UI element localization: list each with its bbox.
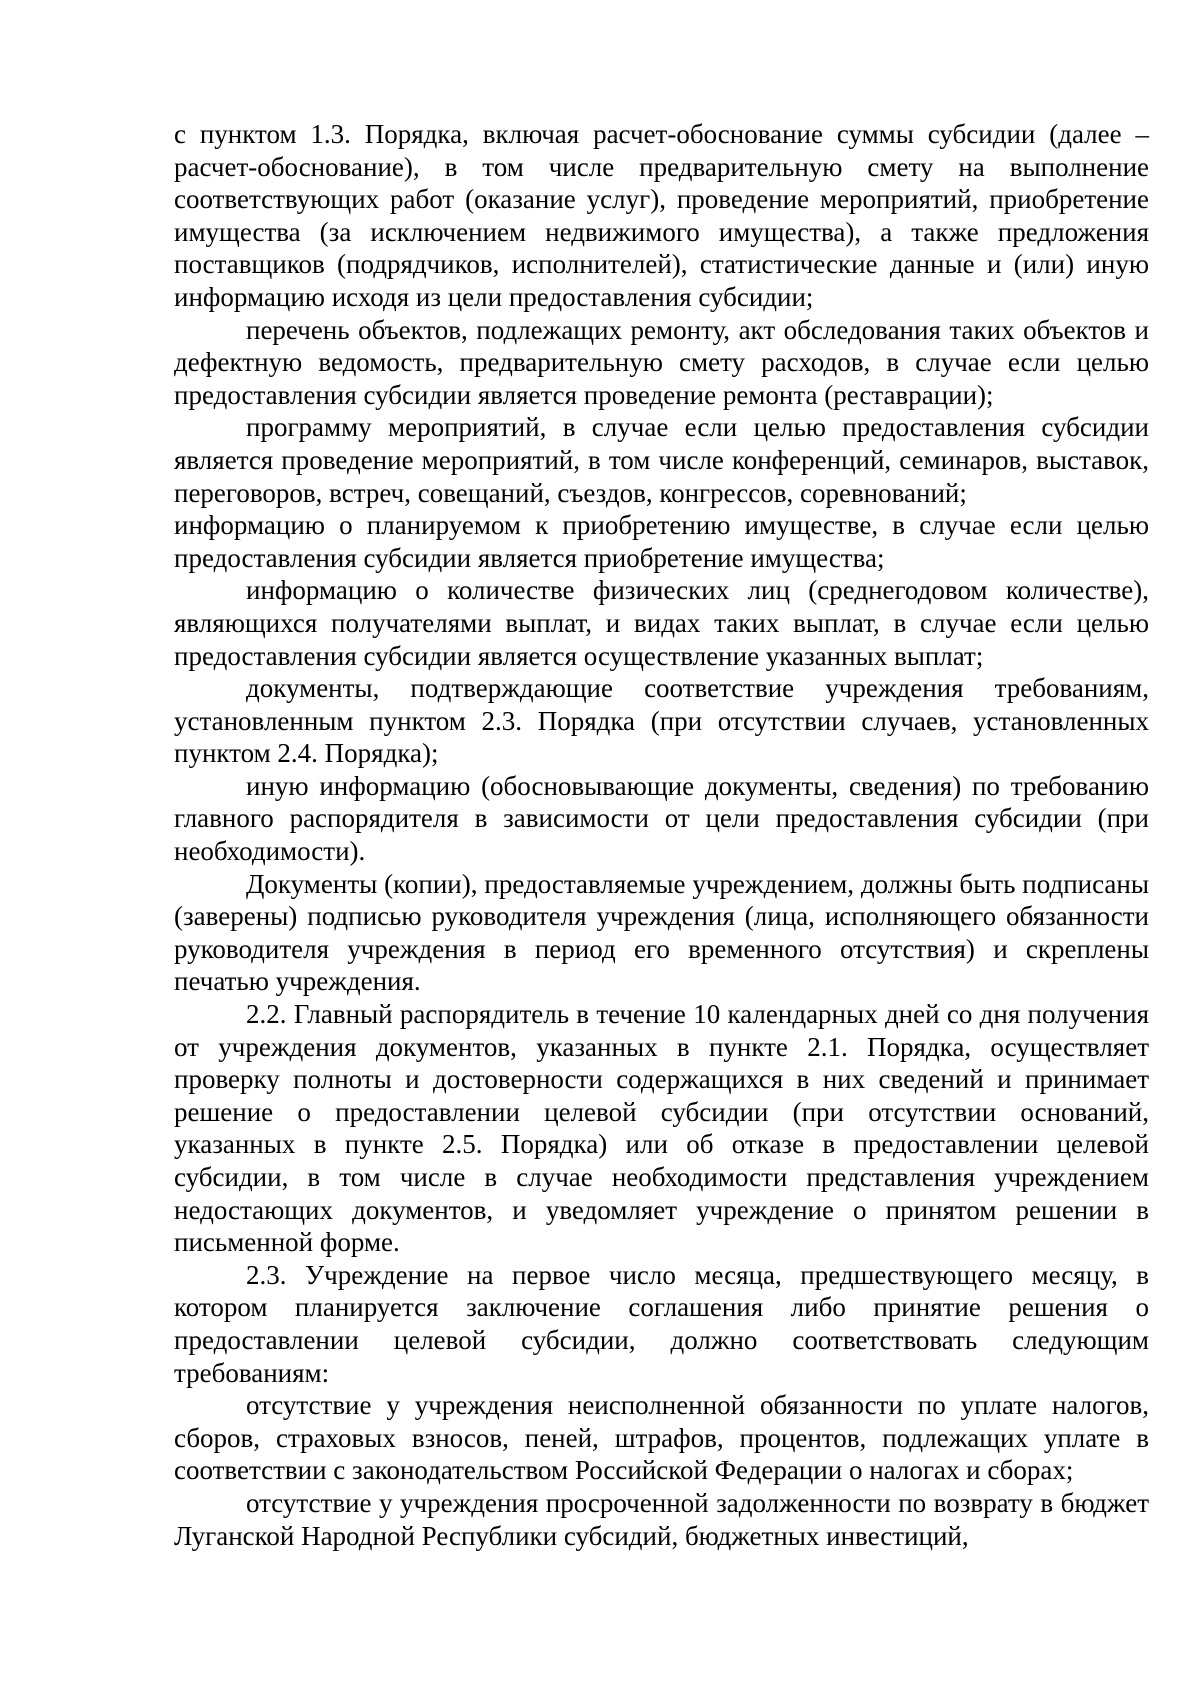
paragraph-section-2-2: 2.2. Главный распорядитель в течение 10 календарных дней со дня получения от учреждения документов, указанных в пункте 2.1. Порядка, осуществляет проверку полноты и достоверности содержащихся в них сведений и принимает решение о предоставлении целевой субсидии (при отсутствии оснований, указанных в пункте 2.5. Порядка) или об отказе в предоставлении целевой субсидии, в том числе в случае необходимости представления учреждением недостающих документов, и уведомляет учреждение о принятом решении в письменной форме. [174,999,1149,1258]
paragraph-events-program: программу мероприятий, в случае если целью предоставления субсидии является проведение мероприятий, в том числе конференций, семинаров, выставок, переговоров, встреч, совещаний, съездов, конгрессов, соревнований; [174,412,1149,508]
paragraph-individuals-info: информацию о количестве физических лиц (среднегодовом количестве), являющихся получателями выплат, и видах таких выплат, в случае если целью предоставления субсидии является осуществление указанных выплат; [174,575,1149,671]
paragraph-property-info: информацию о планируемом к приобретению имуществе, в случае если целью предоставления субсидии является приобретение имущества; [174,510,1149,573]
paragraph-documents-signing: Документы (копии), предоставляемые учреждением, должны быть подписаны (заверены) подписью руководителя учреждения (лица, исполняющего обязанности руководителя учреждения в период его временного отсутствия) и скреплены печатью учреждения. [174,868,1149,997]
paragraph-no-overdue-debt: отсутствие у учреждения просроченной задолженности по возврату в бюджет Луганской Народной Республики субсидий, бюджетных инвестиций, [174,1487,1149,1551]
document-page [174,118,1149,1552]
paragraph-compliance-documents: документы, подтверждающие соответствие учреждения требованиям, установленным пунктом 2.3. Порядка (при отсутствии случаев, установленных пунктом 2.4. Порядка); [174,673,1149,769]
paragraph-continuation: с пунктом 1.3. Порядка, включая расчет-обоснование суммы субсидии (далее – расчет-обоснование), в том числе предварительную смету на выполнение соответствующих работ (оказание услуг), проведение мероприятий, приобретение имущества (за исключением недвижимого имущества), а также предложения поставщиков (подрядчиков, исполнителей), статистические данные и (или) иную информацию исходя из цели предоставления субсидии; [174,119,1149,312]
paragraph-other-information: иную информацию (обосновывающие документы, сведения) по требованию главного распорядителя в зависимости от цели предоставления субсидии (при необходимости). [174,770,1149,867]
paragraph-no-tax-debt: отсутствие у учреждения неисполненной обязанности по уплате налогов, сборов, страховых взносов, пеней, штрафов, процентов, подлежащих уплате в соответствии с законодательством Российской Федерации о налогах и сборах; [174,1390,1149,1486]
paragraph-section-2-3: 2.3. Учреждение на первое число месяца, предшествующего месяцу, в котором планируется заключение соглашения либо принятие решения о предоставлении целевой субсидии, должно соответствовать следующим требованиям: [174,1259,1149,1388]
paragraph-objects-list: перечень объектов, подлежащих ремонту, акт обследования таких объектов и дефектную ведомость, предварительную смету расходов, в случае если целью предоставления субсидии является проведение ремонта (реставрации); [174,314,1149,410]
